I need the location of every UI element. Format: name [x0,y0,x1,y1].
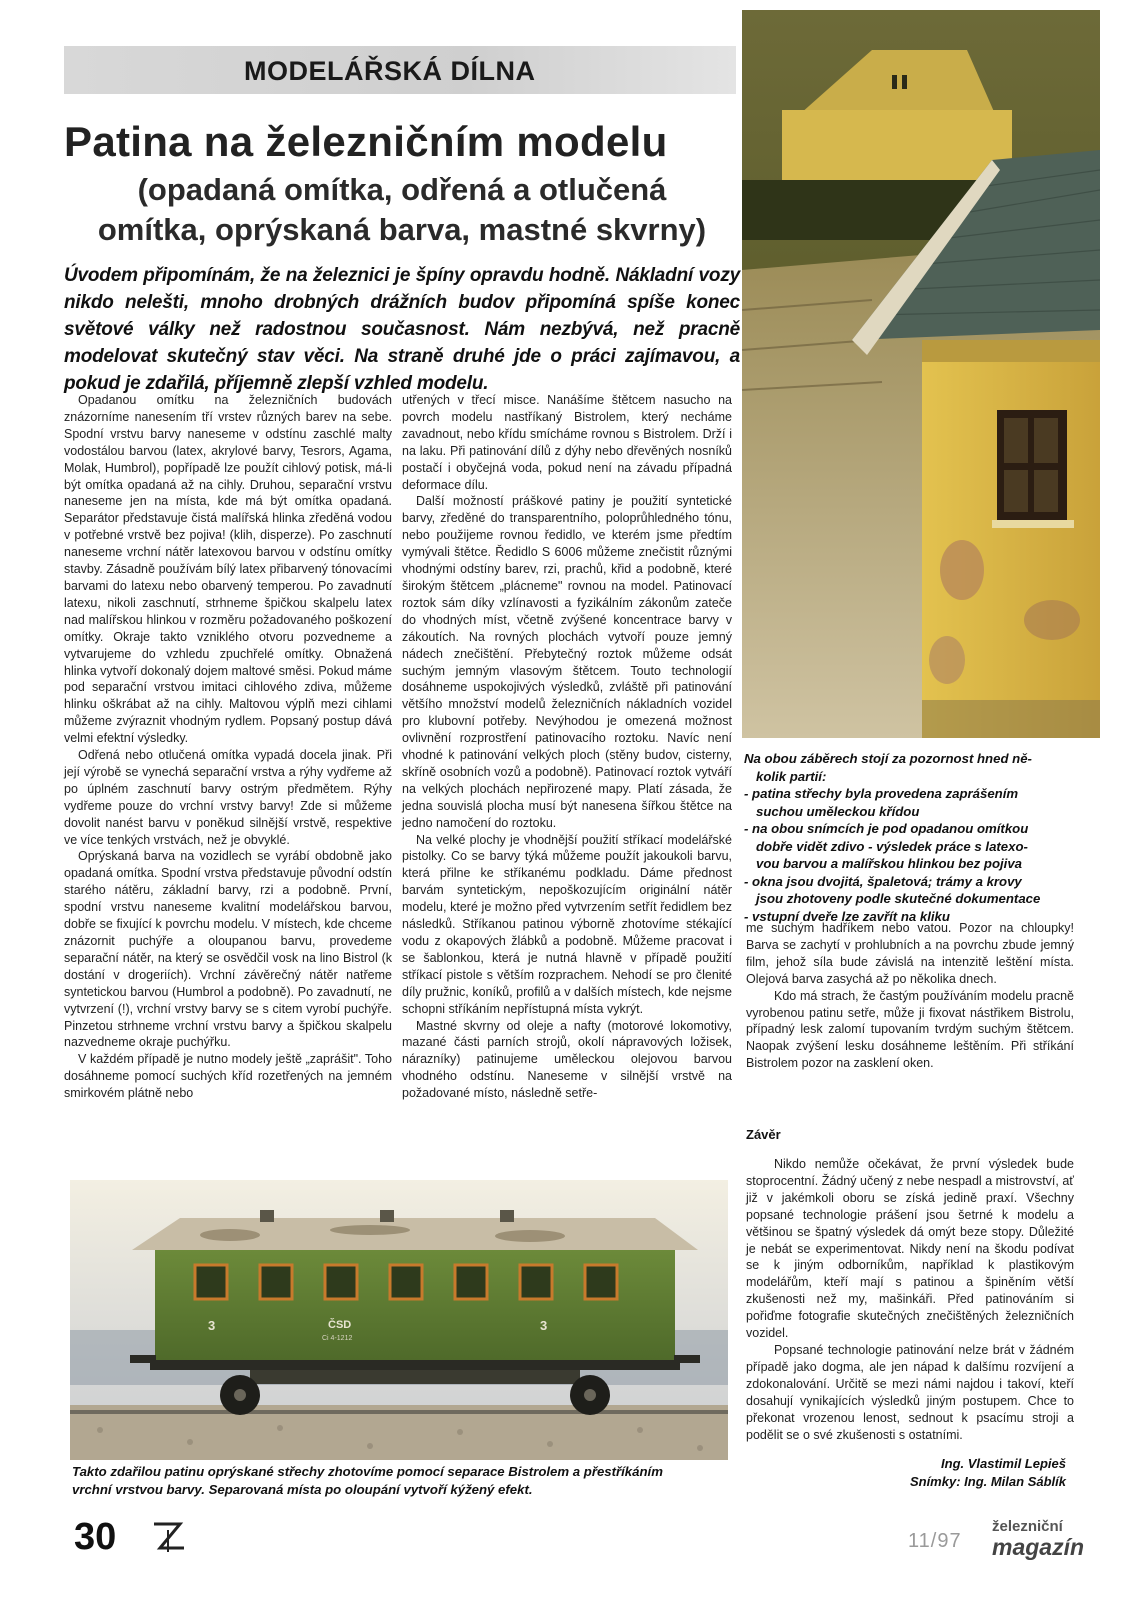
paragraph: Oprýskaná barva na vozidlech se vyrábí obdobně jako opadaná omítka. Spodní vrstva představuje původní odstín starého nátěru, základní barvy, rzi a podobně. První, spodní vrstvu naneseme kvalitní modelářskou barvou, dobře se fixující k povrchu modelu. V místech, kde chceme znázornit puchýře a oloupanou barvu, provedeme separační nátěr, na který se osvědčil vosk na lino Bistrol (k dostání v drogeriích). Vrchní závěrečný nátěr natřeme syntetickou barvou (Humbrol a podobně). Po zavadnutí, ne vytvrzení (!), vrchní vrstvy barvy se s citem vyrobí puchýře. Pinzetou strhneme vrchní vrstvu barvy a špičkou skalpelu nazvedneme okraje puchýřku. [64,849,392,1050]
caption-line: kolik partií: [756,768,827,784]
paragraph: Mastné skvrny od oleje a nafty (motorové lokomotivy, mazané části parních strojů, okolí nápravových ložisek, nárazníky) patinujeme uměleckou olejovou barvou vhodného odstínu. Naneseme v silnější vrstvě na požadované místo, následně setře- [402,1018,732,1101]
conclusion-heading: Závěr [746,1127,781,1142]
wagon-illustration [70,1180,728,1460]
magazine-name-bottom: magazín [992,1534,1085,1560]
caption-line: - patina střechy byla provedena zaprášením [744,786,1019,801]
caption-line: jsou zhotoveny podle skutečné dokumentace [756,891,1041,906]
section-banner [64,46,736,94]
caption-line: dobře vidět zdivo - výsledek práce s latexo- [756,838,1028,854]
caption-line: vou barvou a malířskou hlinkou bez pojiva [756,856,1023,871]
text-column-2 [402,392,732,1102]
paragraph: Nikdo nemůže očekávat, že první výsledek bude stoprocentní. Žádný učený z nebe nespadl a mistrovství, ať již v jakémkoli oboru se získá jedině praxí. Všechny popsané technologie prášení jsou šetrné k modelu a většinou se špatný výsledek dá omýt beze stopy. Důležité je nebát se experimentovat. Nikdy není na škodu podívat se k jiným odborníkům, například k plastikovým modelářům, kteří mají s patinou a špiněním větší zkušenosti než my, mašinkáři. Před patinováním si pořiďme fotografie skutečných znečištěných železničních vozidel. [746,1157,1074,1341]
conclusion-text [746,1156,1074,1443]
paragraph: Popsané technologie patinování nelze brát v žádném případě jako dogma, ale jen nápad k dalšímu rozvíjení a zdokonalování. Určitě se mezi námi najdou i takoví, kteří dosahují vynikajících výsledků jiným postupem. Chce to překonat vrozenou lenost, sednout k psacímu stroji a podělit se o své zkušenosti s ostatními. [746,1342,1074,1442]
paragraph: V každém případě je nutno modely ještě „zaprášit". Toho dosáhneme pomocí suchých kříd rozetřených na jemném smirkovém plátně nebo [64,1052,392,1101]
caption-line: - na obou snímcích je pod opadanou omítkou [744,821,1029,836]
subtitle-line: omítka, oprýskaná barva, mastné skvrny) [97,212,707,247]
article-subtitle [64,170,740,250]
wagon-railway-mark: ČSD [328,1319,352,1331]
paragraph: Na velké plochy je vhodnější použití stříkací modelářské pistolky. Co se barvy týká můžeme použít jakoukoli barvu, která přilne ke stříkanému podkladu. Dáme přednost barvám syntetickým, nepoškozujícím originální nátěr modelu, které je možno před vytvrzením setřít ředidlem bez následků. Stříkanou patinou výborně zhotovíme stékající vodu z okapových žlábků a podobně. Můžeme pracovat i se šablonkou, která je nutná hlavně v případě použití stříkací pistole s větším rozprachem. Nehodí se pro členité díly pružnic, koníků, profilů a v dalších místech, kde nejsme schopni stříkáním nepřístupná místa vykrýt. [402,832,732,1016]
magazine-name-top: železniční [992,1518,1063,1535]
text-column-3 [746,920,1074,1072]
caption-line: suchou uměleckou křídou [756,803,920,819]
wagon-photo [70,1180,728,1460]
issue-number: 11/97 [908,1530,962,1552]
wagon-number: Ci 4-1212 [322,1335,353,1342]
paragraph: Další možností práškové patiny je použití syntetické barvy, zředěné do transparentního, poloprůhledného tónu, nebo použijeme rovnou ředidlo, ve kterém jsme předtím vymývali štětce. Ředidlo S 6006 můžeme znečistit různými vhodnými odstíny barev, rzi, prachů, křid a podobně, které širokým štětcem „plácneme" rovnou na model. Patinovací roztok sám díky vzlínavosti a fyzikálním zákonům zateče do vhodných míst, včetně zvýšené koncentrace barvy v zákoutích. Na rovných plochách vytvoří pouze jemný nádech znečištění. Přebytečný roztok můžeme odsát suchým jemným vlasovým štětcem. Touto technologií dosáhneme uspokojivých výsledků, zvláště při patinování většího množství modelů železničních nákladních vozidel pro klubovní potřeby. Nevýhodou je omezená možnost ovlivnění rozprostření patinovacího roztoku. Navíc není vhodné k patinování velkých ploch (stěny budov, cisterny, skříně osobních vozů a podobně). Patinovací roztok vytváří na velkých plochách nepřirozené mapy. Platí zásada, že jedna souvislá plocha musí být nanesena šířkou štětce na jedno namočení do roztoku. [402,494,732,830]
paragraph: Odřená nebo otlučená omítka vypadá docela jinak. Při její výrobě se vynechá separační vrstva a rýhy vydřeme až po úplném zaschnutí barvy ostrým předmětem. Rýhy vydřeme pouze do vrchní vrstvy barvy! Zde si můžeme dovolit nanést barvu v poněkud silnější vrstvě, respektive ve více tenkých vrstvách, než je obvyklé. [64,748,392,847]
caption-line: - vstupní dveře lze zavřít na kliku [744,908,950,924]
paragraph: utřených v třecí misce. Nanášíme štětcem nasucho na povrch modelu nastříkaný Bistrolem, který necháme zavadnout, nebo křídu smícháme rovnou s Bistrolem. Drží i na laku. Při patinování dílů z dýhy nebo dřevěných nosníků postačí i obyčejná voda, pokud není na závadu případná deformace dílu. [402,393,732,492]
text-column-1 [64,392,392,1102]
author-name: Ing. Vlastimil Lepieš [941,1456,1066,1471]
caption-line: Na obou záběrech stojí za pozornost hned ně- [744,751,1032,766]
lead-paragraph: Úvodem připomínám, že na železnici je špíny opravdu hodně. Nákladní vozy nikdo nelešti, mnoho drobných drážních budov připomíná spíše konec světové války než radostnou současnost. Nám nezbývá, než pracně modelovat skutečný stav věci. Na straně druhé jde o práci zajímavou, a pokud je zdařilá, příjemně zlepší vzhled modelu. [64,265,740,394]
magazine-logo-icon [150,1518,188,1556]
photo-credit: Snímky: Ing. Milan Sáblík [909,1474,1066,1489]
photo-caption-right [744,750,1074,925]
caption-line: - okna jsou dvojitá, špaletová; trámy a krovy [744,873,1022,889]
subtitle-line: (opadaná omítka, odřená a otlučená [137,172,667,207]
section-label: MODELÁŘSKÁ DÍLNA [244,56,536,86]
paragraph: Kdo má strach, že častým používáním modelu pracně vyrobenou patinu setře, může ji fixovat nástřikem Bistrolu, případný lesk zalomí tupovaním tvrdým suchým štětcem. Naopak zvýšení lesku dosáhneme leštěním. Při stříkání Bistrolem pozor na zasklení oken. [746,988,1074,1071]
caption-line: Takto zdařilou patinu oprýskané střechy zhotovíme pomocí separace Bistrolem a přestříkáním [72,1464,663,1479]
caption-line: vrchní vrstvou barvy. Separovaná místa po oloupání vytvoří kýžený efekt. [72,1482,533,1497]
paragraph: me suchým hadříkem nebo vatou. Pozor na chloupky! Barva se zachytí v prohlubních a na povrchu zbude jemný film, jehož síla bude závislá na intenzitě leštění místa. Olejová barva zasychá až po několika dnech. [746,921,1074,986]
wagon-class-left: 3 [208,1318,216,1333]
station-building-photo [742,10,1100,738]
signature [850,1455,1066,1491]
station-building-illustration [742,10,1100,738]
paragraph: Opadanou omítku na železničních budovách znázorníme nanesením tří vrstev různých barev na sebe. Spodní vrstvu barvy naneseme v odstínu zaschlé malty vodostálou barvou (latex, akrylové barvy, Tesrors, Agama, Molak, Humbrol), popřípadě lze použít cihlový potisk, má-li být omítka opadaná až na cihly. Druhou, separační vrstvu naneseme jen na místa, kde má být omítka opadaná. Separátor představuje čistá malířská hlinka zředěná vodou v potřebné vrstvě bez pojiva! (klih, disperze). Po zaschnutí naneseme vrchní nátěr latexovou barvou v odstínu omítky stavby. Zásadně používám bílý latex přibarvený tónovacími barvami do latexu nebo obarvený temperou. Po zavadnutí latexu, nikoli zaschnutí, strhneme špičkou skalpelu latex nad malířskou hlinkou v rozměru požadovaného poškození omítky. Okraje takto vzniklého otvoru pozvedneme a vytvarujeme do vzhledu zpuchřelé omítky. Obnažená hlinka vytvoří dokonalý dojem maltové směsi. Pokud máme pod separační vrstvou imitaci cihlového zdiva, můžeme hlinku oškrábat až na cihly. Maltovou výplň mezi cihlami můžeme zvýraznit vhodným rydlem. Popsaný postup dává velmi efektní výsledky. [64,393,392,746]
page-number: 30 [74,1516,117,1558]
article-title: Patina na železničním modelu [64,118,668,165]
wagon-class-right: 3 [540,1318,548,1333]
photo-caption-bottom [72,1463,752,1499]
